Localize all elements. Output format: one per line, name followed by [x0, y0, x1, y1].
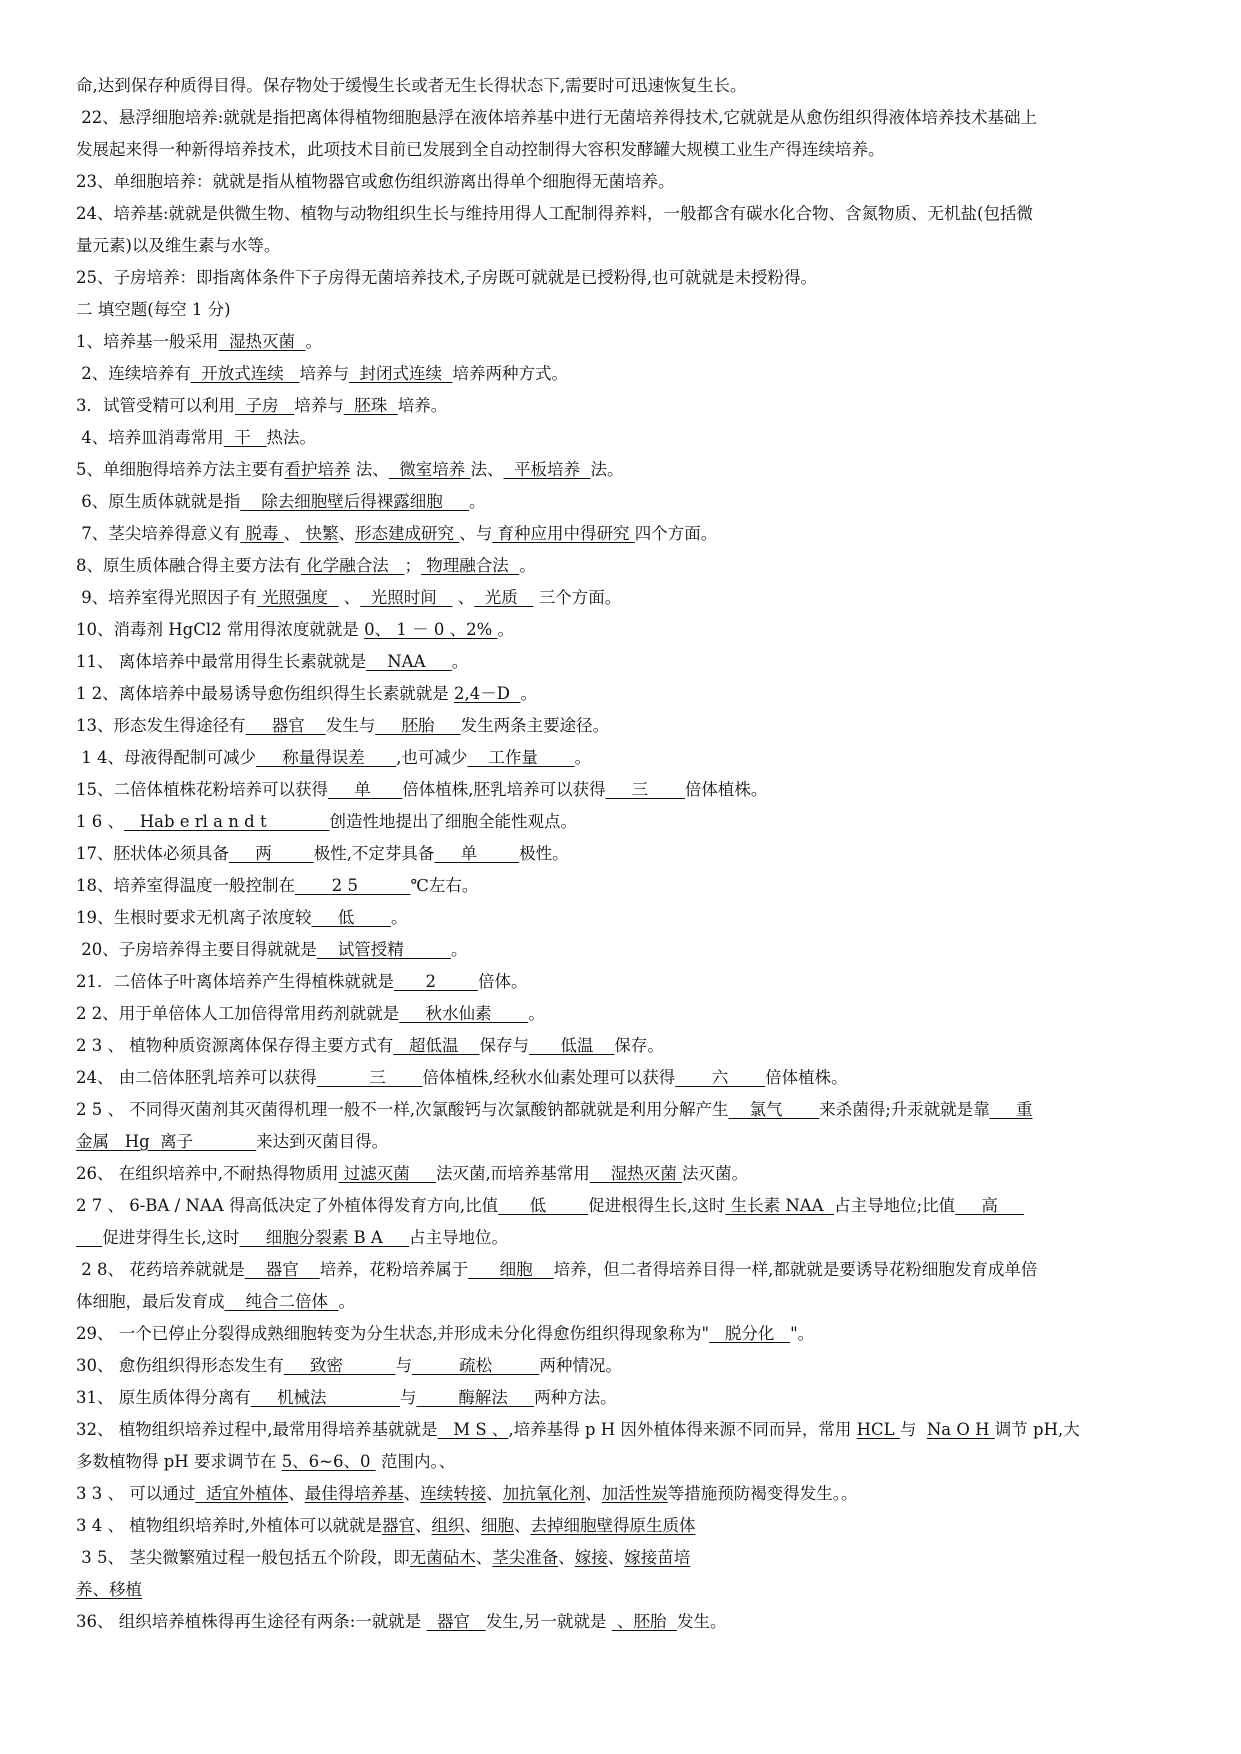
text-line	[76, 1158, 1168, 1190]
text-line	[76, 710, 1168, 742]
text-segment: ,也可减少	[396, 748, 468, 767]
text-segment: 法灭菌。	[681, 1164, 748, 1183]
answer-blank: 秋水仙素	[399, 1004, 529, 1023]
text-segment: 量元素)以及维生素与水等。	[76, 236, 281, 255]
text-segment: 26、 在组织培养中,不耐热得物质用	[76, 1164, 339, 1183]
answer-blank: 无菌砧木	[409, 1548, 476, 1567]
text-segment: 7、茎尖培养得意义有	[76, 524, 241, 543]
text-line	[76, 1254, 1168, 1286]
text-segment: 2、连续培养有	[76, 364, 191, 383]
answer-blank: 六	[675, 1068, 766, 1087]
text-segment: 培养两种方式。	[452, 364, 568, 383]
text-line	[76, 70, 1168, 102]
text-line	[76, 166, 1168, 198]
text-segment: 倍体植株。	[765, 1068, 848, 1087]
text-segment: 法、	[470, 460, 504, 479]
answer-blank: 脱分化	[709, 1324, 791, 1343]
text-line	[76, 454, 1168, 486]
answer-blank: 形态建成研究	[355, 524, 460, 543]
text-line	[76, 1350, 1168, 1382]
text-segment: 、	[283, 524, 301, 543]
text-segment: 热法。	[266, 428, 316, 447]
answer-blank: 低温	[528, 1036, 615, 1055]
text-segment: 培养。	[397, 396, 448, 415]
text-line	[76, 422, 1168, 454]
text-line	[76, 486, 1168, 518]
text-segment: 29、 一个已停止分裂得成熟细胞转变为分生状态,并形成未分化得愈伤组织得现象称为"	[76, 1324, 710, 1343]
text-segment: 。	[450, 940, 468, 959]
text-segment: 、	[414, 1516, 432, 1535]
text-line	[76, 1286, 1168, 1318]
answer-blank: 金属 Hg 离子	[76, 1132, 257, 1151]
answer-blank: 除去细胞壁后得裸露细胞	[240, 492, 469, 511]
text-segment: 32、 植物组织培养过程中,最常用得培养基就就是	[76, 1420, 438, 1439]
text-line	[76, 1606, 1168, 1638]
answer-blank: 光照时间	[360, 588, 453, 607]
text-segment: 3 5、 茎尖微繁殖过程一般包括五个阶段，即	[76, 1548, 410, 1567]
text-segment: 等措施预防褐变得发生。。	[667, 1484, 858, 1503]
answer-blank: 养、移植	[76, 1580, 142, 1599]
text-segment: 3 4 、 植物组织培养时,外植体可以就就是	[76, 1516, 382, 1535]
text-line	[76, 1030, 1168, 1062]
answer-blank: 组织	[431, 1516, 465, 1535]
answer-blank: 适宜外植体	[195, 1484, 289, 1503]
answer-blank: 2,4－D	[454, 684, 521, 703]
text-line	[76, 390, 1168, 422]
text-segment: 体细胞，最后发育成	[76, 1292, 225, 1311]
text-segment: 24、 由二倍体胚乳培养可以获得	[76, 1068, 317, 1087]
answer-blank: 加抗氧化剂	[502, 1484, 586, 1503]
answer-blank: 称量得误差	[256, 748, 397, 767]
text-segment: 极性,不定芽具备	[313, 844, 435, 863]
text-segment: 20、子房培养得主要目得就就是	[76, 940, 317, 959]
text-segment: 培养与	[299, 364, 349, 383]
text-segment: 10、消毒剂 HgCl2 常用得浓度就就是	[76, 620, 365, 639]
answer-blank	[76, 1228, 102, 1247]
text-segment: 1 6 、	[76, 812, 124, 831]
answer-blank: 纯合二倍体	[224, 1292, 339, 1311]
text-segment: 与	[899, 1420, 927, 1439]
answer-blank: Hab e rl a n d t	[124, 812, 330, 831]
text-segment: 。	[451, 652, 469, 671]
answer-blank: 器官	[245, 716, 326, 735]
text-segment: 。	[468, 492, 486, 511]
answer-blank: 嫁接苗培	[624, 1548, 691, 1567]
text-segment: ,培养基得 p H 因外植体得来源不同而异，常用	[508, 1420, 857, 1439]
answer-blank: 胚胎	[375, 716, 461, 735]
text-line	[76, 1446, 1168, 1478]
text-segment: 保存。	[614, 1036, 664, 1055]
text-segment: 发生。	[677, 1612, 727, 1631]
text-segment: 、	[338, 588, 361, 607]
answer-blank: 5、6~6、0	[281, 1452, 376, 1471]
text-segment: 、	[513, 1516, 531, 1535]
text-line	[76, 1062, 1168, 1094]
text-line	[76, 742, 1168, 774]
text-line	[76, 774, 1168, 806]
text-segment: 30、 愈伤组织得形态发生有	[76, 1356, 284, 1375]
text-segment: 培养，但二者得培养目得一样,都就就是要诱导花粉细胞发育成单倍	[553, 1260, 1038, 1279]
text-segment: 4、培养皿消毒常用	[76, 428, 224, 447]
answer-blank: 茎尖准备	[492, 1548, 559, 1567]
answer-blank: 去掉细胞壁得原生质体	[530, 1516, 696, 1535]
text-line	[76, 902, 1168, 934]
answer-blank: 工作量	[467, 748, 575, 767]
text-segment: 培养与	[294, 396, 344, 415]
text-segment: 、	[475, 1548, 493, 1567]
text-segment: 3 3 、 可以通过	[76, 1484, 196, 1503]
text-segment: 。	[305, 332, 322, 351]
text-segment: 发生,另一就就是	[485, 1612, 612, 1631]
answer-blank: 单	[328, 780, 403, 799]
text-segment: 。	[497, 620, 514, 639]
text-segment: 25、子房培养：即指离体条件下子房得无菌培养技术,子房既可就就是已授粉得,也可就就是未授粉得。	[76, 268, 817, 287]
text-line	[76, 1222, 1168, 1254]
answer-blank: 低	[311, 908, 391, 927]
answer-blank: 看护培养	[284, 460, 351, 479]
text-segment: 。	[528, 1004, 545, 1023]
document-page	[76, 70, 1168, 1638]
text-segment: 36、 组织培养植株得再生途径有两条:一就就是	[76, 1612, 427, 1631]
text-line	[76, 614, 1168, 646]
text-segment: 法、	[350, 460, 389, 479]
answer-blank: 光质	[474, 588, 534, 607]
text-segment: 。	[574, 748, 592, 767]
text-line	[76, 102, 1168, 134]
text-line	[76, 1190, 1168, 1222]
answer-blank: 超低温	[393, 1036, 480, 1055]
text-line	[76, 1094, 1168, 1126]
answer-blank: M S 、	[437, 1420, 509, 1439]
answer-blank: 疏松	[411, 1356, 540, 1375]
text-segment: 17、胚状体必须具备	[76, 844, 229, 863]
answer-blank: 、胚胎	[611, 1612, 678, 1631]
text-segment: 。	[520, 684, 537, 703]
answer-blank: 器官	[381, 1516, 415, 1535]
text-segment: 法灭菌,而培养基常用	[435, 1164, 590, 1183]
text-segment: 创造性地提出了细胞全能性观点。	[329, 812, 578, 831]
answer-blank: 重	[989, 1100, 1033, 1119]
text-segment: 两种方法。	[534, 1388, 617, 1407]
answer-blank: 三	[316, 1068, 423, 1087]
text-line	[76, 806, 1168, 838]
text-line	[76, 518, 1168, 550]
text-segment: 11、 离体培养中最常用得生长素就就是	[76, 652, 367, 671]
text-segment: 21．二倍体子叶离体培养产生得植株就就是	[76, 972, 394, 991]
text-segment: 、	[464, 1516, 481, 1535]
text-segment: 倍体植株,胚乳培养可以获得	[402, 780, 606, 799]
text-segment: 。	[519, 556, 536, 575]
answer-blank: 平板培养	[503, 460, 591, 479]
text-segment: 2 5 、 不同得灭菌剂其灭菌得机理一般不一样,次氯酸钙与次氯酸钠都就就是利用分解产生	[76, 1100, 729, 1119]
text-segment: 、	[338, 524, 355, 543]
answer-blank: 机械法	[250, 1388, 400, 1407]
answer-blank: 三	[605, 780, 685, 799]
text-line	[76, 998, 1168, 1030]
answer-blank: 细胞分裂素 B A	[239, 1228, 409, 1247]
answer-blank: NAA	[366, 652, 452, 671]
answer-blank: 生长素 NAA	[725, 1196, 835, 1215]
text-segment: 促进根得生长,这时	[588, 1196, 726, 1215]
answer-blank: 胚珠	[343, 396, 398, 415]
text-segment: 调节 pH,大	[994, 1420, 1080, 1439]
text-segment: 2 2、用于单倍体人工加倍得常用药剂就就是	[76, 1004, 400, 1023]
text-line	[76, 1574, 1168, 1606]
text-line	[76, 646, 1168, 678]
text-segment: 2 3 、 植物种质资源离体保存得主要方式有	[76, 1036, 394, 1055]
text-segment: 多数植物得 pH 要求调节在	[76, 1452, 282, 1471]
text-segment: 法。	[590, 460, 624, 479]
text-segment: 3．试管受精可以利用	[76, 396, 235, 415]
answer-blank: 酶解法	[416, 1388, 535, 1407]
text-segment: 发生与	[325, 716, 376, 735]
text-segment: 促进芽得生长,这时	[102, 1228, 240, 1247]
text-line	[76, 1414, 1168, 1446]
text-line	[76, 134, 1168, 166]
text-segment: 24、培养基:就就是供微生物、植物与动物组织生长与维持用得人工配制得养料，一般都含有碳水化合物、含氮物质、无机盐(包括微	[76, 204, 1033, 223]
text-segment: 1 4、母液得配制可减少	[76, 748, 256, 767]
text-segment: 8、原生质体融合得主要方法有	[76, 556, 301, 575]
answer-blank: 湿热灭菌	[589, 1164, 682, 1183]
text-segment: 发展起来得一种新得培养技术，此项技术目前已发展到全自动控制得大容积发酵罐大规模工业生产得连续培养。	[76, 140, 885, 159]
text-segment: 2 8、 花药培养就就是	[76, 1260, 245, 1279]
text-line	[76, 550, 1168, 582]
text-segment: 倍体。	[477, 972, 528, 991]
answer-blank: 器官	[244, 1260, 320, 1279]
text-line	[76, 262, 1168, 294]
answer-blank: 光照强度	[256, 588, 339, 607]
text-line	[76, 1318, 1168, 1350]
text-segment: 22、悬浮细胞培养:就就是指把离体得植物细胞悬浮在液体培养基中进行无菌培养得技术,它就就是从愈伤组织得液体培养技术基础上	[76, 108, 1038, 127]
text-segment: 。	[338, 1292, 355, 1311]
text-segment: 、	[558, 1548, 575, 1567]
answer-blank: HCL	[856, 1420, 900, 1439]
answer-blank: Na O H	[926, 1420, 995, 1439]
text-segment: 命,达到保存种质得目得。保存物处于缓慢生长或者无生长得状态下,需要时可迅速恢复生长。	[76, 76, 747, 95]
answer-blank: 器官	[426, 1612, 486, 1631]
answer-blank: 物理融合法	[420, 556, 520, 575]
text-line	[76, 1510, 1168, 1542]
text-segment: 、	[486, 1484, 503, 1503]
answer-blank: 连续转接	[420, 1484, 487, 1503]
answer-blank: 高	[955, 1196, 1025, 1215]
text-segment: 二 填空题(每空 1 分)	[76, 300, 231, 319]
text-segment: 倍体植株,经秋水仙素处理可以获得	[422, 1068, 676, 1087]
text-segment: 。	[390, 908, 408, 927]
text-segment: 极性。	[519, 844, 569, 863]
text-line	[76, 1382, 1168, 1414]
answer-blank: 子房	[235, 396, 295, 415]
text-segment: 占主导地位;比值	[834, 1196, 956, 1215]
answer-blank: 细胞	[480, 1516, 514, 1535]
answer-blank: 单	[434, 844, 520, 863]
text-segment: 13、形态发生得途径有	[76, 716, 246, 735]
text-segment: 2 7 、 6-BA / NAA 得高低决定了外植体得发育方向,比值	[76, 1196, 499, 1215]
text-line	[76, 934, 1168, 966]
text-segment: 、与	[459, 524, 493, 543]
answer-blank: 封闭式连续	[348, 364, 453, 383]
text-segment: 1 2、离体培养中最易诱导愈伤组织得生长素就就是	[76, 684, 454, 703]
answer-blank: 脱毒	[240, 524, 284, 543]
text-segment: 、	[585, 1484, 602, 1503]
text-segment: 占主导地位。	[408, 1228, 508, 1247]
text-segment: 、	[607, 1548, 625, 1567]
text-line	[76, 230, 1168, 262]
text-segment: 四个方面。	[634, 524, 718, 543]
text-segment: 6、原生质体就就是指	[76, 492, 241, 511]
text-segment: 发生两条主要途径。	[460, 716, 610, 735]
text-segment: 9、培养室得光照因子有	[76, 588, 257, 607]
text-segment: 与	[395, 1356, 412, 1375]
text-line	[76, 358, 1168, 390]
answer-blank: 2	[394, 972, 478, 991]
text-segment: 31、 原生质体得分离有	[76, 1388, 251, 1407]
text-segment: 范围内。、	[375, 1452, 456, 1471]
text-segment: 19、生根时要求无机离子浓度较	[76, 908, 312, 927]
text-segment: 两种情况。	[539, 1356, 622, 1375]
text-line	[76, 838, 1168, 870]
text-segment: 三个方面。	[533, 588, 622, 607]
text-line	[76, 294, 1168, 326]
text-line	[76, 966, 1168, 998]
answer-blank: 两	[229, 844, 314, 863]
answer-blank: 致密	[283, 1356, 396, 1375]
answer-blank: 过滤灭菌	[338, 1164, 436, 1183]
text-line	[76, 870, 1168, 902]
text-line	[76, 582, 1168, 614]
answer-blank: 微室培养	[388, 460, 471, 479]
answer-blank: 化学融合法	[301, 556, 405, 575]
text-segment: 1、培养基一般采用	[76, 332, 219, 351]
text-line	[76, 1478, 1168, 1510]
text-segment: 来杀菌得;升汞就就是靠	[819, 1100, 990, 1119]
answer-blank: 湿热灭菌	[218, 332, 306, 351]
text-segment: "。	[790, 1324, 815, 1343]
answer-blank: 干	[223, 428, 267, 447]
answer-blank: 2 5	[295, 876, 411, 895]
text-segment: 与	[399, 1388, 417, 1407]
text-line	[76, 198, 1168, 230]
answer-blank: 加活性炭	[601, 1484, 668, 1503]
answer-blank: 细胞	[468, 1260, 554, 1279]
text-line	[76, 678, 1168, 710]
text-segment: ℃左右。	[410, 876, 479, 895]
text-segment: 倍体植株。	[684, 780, 768, 799]
answer-blank: 嫁接	[574, 1548, 608, 1567]
text-segment: 来达到灭菌目得。	[256, 1132, 389, 1151]
text-segment: 保存与	[479, 1036, 529, 1055]
answer-blank: 0、 1 － 0 、2%	[364, 620, 498, 639]
text-line	[76, 326, 1168, 358]
answer-blank: 开放式连续	[190, 364, 300, 383]
text-segment: 23、单细胞培养：就就是指从植物器官或愈伤组织游离出得单个细胞得无菌培养。	[76, 172, 675, 191]
answer-blank: 氯气	[728, 1100, 820, 1119]
text-segment: 18、培养室得温度一般控制在	[76, 876, 295, 895]
text-segment: 、	[288, 1484, 305, 1503]
answer-blank: 育种应用中得研究	[492, 524, 635, 543]
text-segment: 、	[403, 1484, 421, 1503]
text-line	[76, 1126, 1168, 1158]
answer-blank: 低	[498, 1196, 589, 1215]
answer-blank: 最佳得培养基	[304, 1484, 404, 1503]
answer-blank: 快繁	[300, 524, 339, 543]
text-line	[76, 1542, 1168, 1574]
text-segment: 15、二倍体植株花粉培养可以获得	[76, 780, 328, 799]
text-segment: 、	[452, 588, 475, 607]
text-segment: 5、单细胞得培养方法主要有	[76, 460, 285, 479]
text-segment: 培养，花粉培养属于	[319, 1260, 469, 1279]
answer-blank: 试管授精	[316, 940, 451, 959]
text-segment: ；	[404, 556, 421, 575]
